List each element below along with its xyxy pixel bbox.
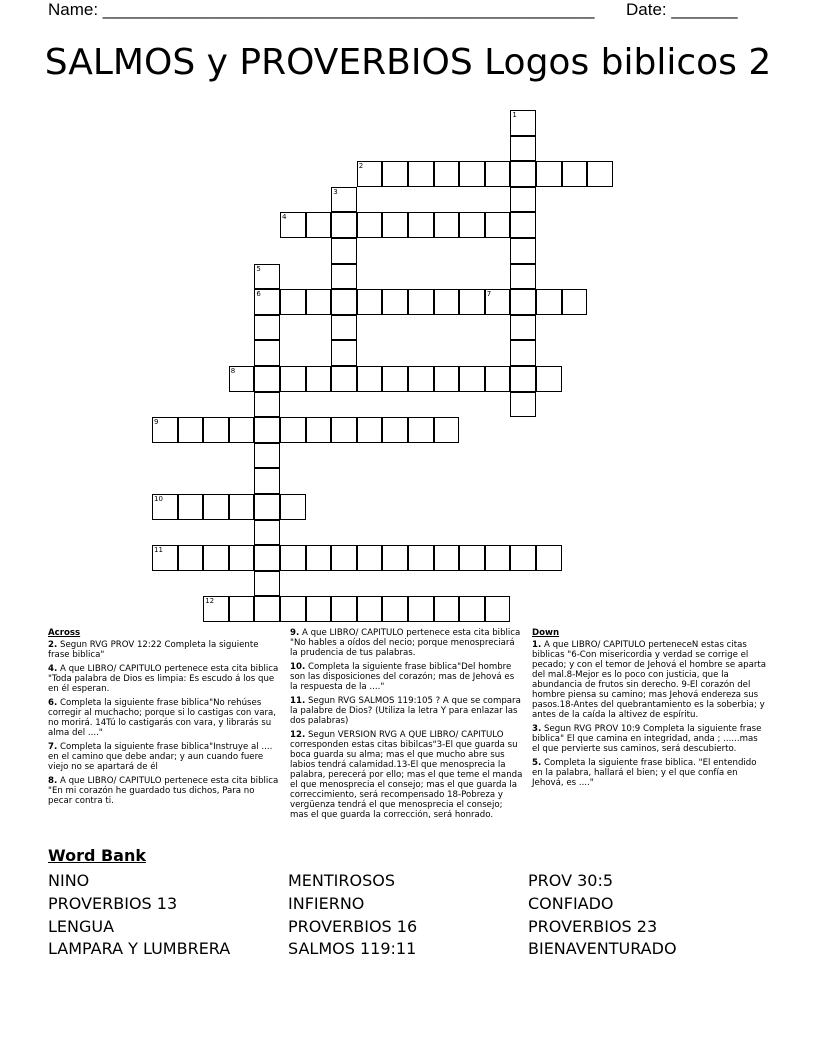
crossword-cell[interactable] [254, 520, 280, 546]
crossword-cell[interactable] [357, 545, 383, 571]
crossword-cell[interactable] [485, 161, 511, 187]
crossword-cell[interactable] [510, 161, 536, 187]
clue-number: 8 [230, 367, 236, 375]
crossword-cell[interactable] [408, 161, 434, 187]
clue-across-4: 4. A que LIBRO/ CAPITULO pertenece esta cita biblica "Toda palabra de Dios es limpia: Es escudo á los que en él esperan. [48, 664, 279, 694]
crossword-cell[interactable] [510, 315, 536, 341]
crossword-cell[interactable] [254, 468, 280, 494]
word-bank [48, 846, 768, 959]
word-bank-word: MENTIROSOS [288, 871, 395, 890]
clue-number: 2 [358, 162, 364, 171]
word-bank-word: LAMPARA Y LUMBRERA [48, 939, 231, 959]
word-bank-word: CONFIADO [528, 893, 614, 913]
crossword-cell[interactable] [280, 366, 306, 392]
crossword-cell[interactable] [485, 212, 511, 238]
clue-across-8: 8. A que LIBRO/ CAPITULO pertenece esta cita biblica "En mi corazón he guardado tus dichos, Para no pecar contra ti. [48, 776, 279, 806]
crossword-cell[interactable] [331, 340, 357, 366]
clue-number: 3 [333, 187, 338, 196]
crossword-cell[interactable] [229, 366, 255, 392]
crossword-cell[interactable] [485, 366, 511, 392]
crossword-cell[interactable] [331, 238, 357, 264]
crossword-cell[interactable] [280, 289, 306, 315]
word-bank-column [528, 870, 768, 961]
word-bank-word: NINO [48, 871, 90, 890]
down-clues [532, 628, 768, 792]
crossword-cell[interactable] [254, 596, 280, 622]
crossword-cell[interactable] [536, 289, 562, 315]
crossword-cell[interactable] [229, 417, 255, 443]
clue-number: 1 [512, 111, 517, 119]
crossword-cell[interactable] [459, 545, 485, 571]
crossword-cell[interactable] [536, 161, 562, 187]
crossword-cell[interactable] [434, 366, 460, 392]
crossword-cell[interactable] [203, 545, 229, 571]
word-bank-column [288, 870, 528, 961]
crossword-cell[interactable] [280, 417, 306, 443]
clue-number: 9 [154, 418, 159, 427]
crossword-cell[interactable] [331, 187, 357, 213]
crossword-cell[interactable] [587, 161, 613, 187]
crossword-cell[interactable] [408, 545, 434, 571]
crossword-cell[interactable] [306, 596, 332, 622]
crossword-cell[interactable] [408, 417, 434, 443]
crossword-cell[interactable] [382, 289, 408, 315]
crossword-cell[interactable] [152, 545, 178, 571]
crossword-cell[interactable] [254, 340, 280, 366]
crossword-cell[interactable] [510, 110, 536, 136]
crossword-cell[interactable] [382, 212, 408, 238]
word-bank-word: PROVERBIOS 13 [48, 893, 178, 913]
crossword-cell[interactable] [382, 545, 408, 571]
crossword-cell[interactable] [382, 596, 408, 622]
crossword-cell[interactable] [485, 596, 511, 622]
crossword-cell[interactable] [306, 366, 332, 392]
crossword-cell[interactable] [331, 289, 357, 315]
crossword-cell[interactable] [510, 545, 536, 571]
crossword-cell[interactable] [254, 494, 280, 520]
crossword-cell[interactable] [434, 161, 460, 187]
crossword-cell[interactable] [562, 161, 588, 187]
clue-number: 11 [154, 546, 163, 555]
crossword-cell[interactable] [382, 161, 408, 187]
word-bank-word: BIENAVENTURADO [528, 939, 677, 959]
across-clues-col1 [48, 628, 281, 810]
date-field[interactable]: Date: _______ [626, 0, 738, 19]
crossword-cell[interactable] [331, 417, 357, 443]
crossword-cell[interactable] [306, 545, 332, 571]
crossword-cell[interactable] [510, 289, 536, 315]
crossword-cell[interactable] [408, 596, 434, 622]
page-title: SALMOS y PROVERBIOS Logos biblicos 2 [44, 42, 772, 83]
crossword-cell[interactable] [331, 264, 357, 290]
crossword-cell[interactable] [536, 545, 562, 571]
crossword-cell[interactable] [203, 494, 229, 520]
crossword-cell[interactable] [434, 212, 460, 238]
crossword-cell[interactable] [152, 494, 178, 520]
clue-number: 7 [486, 290, 492, 299]
clue-down-5: 5. Completa la siguiente frase biblica. "El entendido en la palabra, hallará el bien; y el que confía en Jehová, es ...." [532, 758, 757, 788]
clue-down-1: 1. A que LIBRO/ CAPITULO perteneceN estas citas biblicas "6-Con misericordia y verdad se corrige el pecado; y con el temor de Jehová el hombre se aparta del mal.8-Mejor es lo poco con justicia, que la abundancia de frutos sin derecho. 9-El corazón del hombre piensa su camino; mas Jehová endereza sus pasos.18-Antes del quebrantamiento es la soberbia; y antes de la caída la altivez de espíritu. [532, 640, 767, 720]
crossword-cell[interactable] [357, 417, 383, 443]
word-bank-word: PROVERBIOS 23 [528, 916, 658, 936]
crossword-cell[interactable] [408, 212, 434, 238]
crossword-cell[interactable] [510, 264, 536, 290]
crossword-cell[interactable] [280, 212, 306, 238]
crossword-cell[interactable] [178, 417, 204, 443]
crossword-cell[interactable] [254, 571, 280, 597]
crossword-cell[interactable] [562, 289, 588, 315]
crossword-cell[interactable] [459, 212, 485, 238]
crossword-cell[interactable] [510, 238, 536, 264]
crossword-cell[interactable] [331, 366, 357, 392]
crossword-cell[interactable] [331, 315, 357, 341]
word-bank-word: SALMOS 119:11 [288, 939, 417, 959]
clue-number: 4 [282, 213, 287, 222]
crossword-cell[interactable] [510, 392, 536, 418]
crossword-cell[interactable] [459, 161, 485, 187]
clue-across-12: 12. Segun VERSION RVG A QUE LIBRO/ CAPITULO corresponden estas citas bibilcas"3-El que guarda su boca guarda su alma; mas el que mucho abre sus labios tendrá calamidad.13-El que menosprecia la palabra, perecerá por ello; mas el que teme el manda el que menosprecia el consejo; mas el que guarda la correccimiento, será recompensado 18-Pobreza y vergüenza tendrá el que menosprecia el consejo; mas el que guarda la corrección, será honrado. [290, 730, 523, 820]
clue-down-3: 3. Segun RVG PROV 10:9 Completa la siguiente frase biblica" El que camina en integridad, anda ; ......mas el que pervierte sus caminos, será descubierto. [532, 724, 762, 754]
crossword-cell[interactable] [459, 366, 485, 392]
crossword-cell[interactable] [408, 366, 434, 392]
word-bank-word: LENGUA [48, 916, 115, 936]
crossword-cell[interactable] [434, 289, 460, 315]
crossword-cell[interactable] [510, 340, 536, 366]
crossword-cell[interactable] [254, 417, 280, 443]
crossword-cell[interactable] [254, 264, 280, 290]
crossword-cell[interactable] [510, 136, 536, 162]
crossword-cell[interactable] [510, 187, 536, 213]
clue-across-9: 9. A que LIBRO/ CAPITULO pertenece esta cita biblica "No hables a oídos del necio; porque menospreciará la prudencia de tus palabras. [290, 628, 521, 658]
clue-number: 5 [256, 264, 261, 273]
clue-across-2: 2. Segun RVG PROV 12:22 Completa la siguiente frase biblica" [48, 640, 259, 660]
word-bank-word: PROVERBIOS 16 [288, 916, 418, 936]
crossword-cell[interactable] [254, 289, 280, 315]
crossword-cell[interactable] [485, 289, 511, 315]
clue-across-6: 6. Completa la siguiente frase biblica"No rehúses corregir al muchacho; porque si lo castigas con vara, no morirá. 14Tú lo castigarás con vara, y librarás su alma del ...." [48, 698, 276, 738]
across-heading: Across [48, 628, 81, 638]
crossword-cell[interactable] [485, 545, 511, 571]
crossword-cell[interactable] [254, 315, 280, 341]
down-heading: Down [532, 628, 560, 638]
clue-number: 12 [205, 597, 215, 606]
crossword-cell[interactable] [510, 366, 536, 392]
crossword-cell[interactable] [203, 596, 229, 622]
crossword-cell[interactable] [229, 545, 255, 571]
across-clues-col2 [290, 628, 523, 824]
crossword-cell[interactable] [254, 366, 280, 392]
crossword-cell[interactable] [434, 596, 460, 622]
word-bank-word: INFIERNO [288, 893, 365, 913]
word-bank-word: PROV 30:5 [528, 871, 614, 890]
crossword-cell[interactable] [331, 596, 357, 622]
clue-across-10: 10. Completa la siguiente frase biblica"Del hombre son las disposiciones del corazón; mas de Jehová es la respuesta de la ...." [290, 662, 515, 692]
clue-number: 6 [256, 290, 261, 299]
crossword-cell[interactable] [357, 161, 383, 187]
crossword-cell[interactable] [178, 494, 204, 520]
crossword-cell[interactable] [536, 366, 562, 392]
word-bank-column [48, 870, 288, 961]
crossword-cell[interactable] [306, 212, 332, 238]
crossword-cell[interactable] [408, 289, 434, 315]
clue-number: 10 [154, 495, 163, 503]
crossword-cell[interactable] [280, 596, 306, 622]
crossword-cell[interactable] [382, 366, 408, 392]
word-bank-title: Word Bank [48, 846, 147, 865]
crossword-cell[interactable] [254, 545, 280, 571]
clue-across-11: 11. Segun RVG SALMOS 119:105 ? A que se compara la palabre de Dios? (Utiliza la letra Y para enlazar las dos palabras) [290, 696, 521, 726]
crossword-cell[interactable] [357, 289, 383, 315]
crossword-cell[interactable] [229, 596, 255, 622]
crossword-cell[interactable] [510, 212, 536, 238]
crossword-cell[interactable] [434, 545, 460, 571]
crossword-cell[interactable] [280, 494, 306, 520]
crossword-cell[interactable] [306, 417, 332, 443]
crossword-cell[interactable] [254, 392, 280, 418]
crossword-cell[interactable] [357, 212, 383, 238]
crossword-cell[interactable] [229, 494, 255, 520]
crossword-cell[interactable] [434, 417, 460, 443]
crossword-cell[interactable] [152, 417, 178, 443]
crossword-cell[interactable] [280, 545, 306, 571]
crossword-cell[interactable] [357, 596, 383, 622]
crossword-cell[interactable] [178, 545, 204, 571]
clue-across-7: 7. Completa la siguiente frase biblica"Instruye al .... en el camino que debe andar; y aun cuando fuere viejo no se apartará de él [48, 742, 273, 772]
crossword-cell[interactable] [459, 596, 485, 622]
crossword-cell[interactable] [382, 417, 408, 443]
crossword-cell[interactable] [306, 289, 332, 315]
crossword-cell[interactable] [203, 417, 229, 443]
crossword-cell[interactable] [331, 545, 357, 571]
crossword-cell[interactable] [459, 289, 485, 315]
name-field[interactable]: Name: ____________________________________________________ [48, 0, 595, 19]
crossword-cell[interactable] [357, 366, 383, 392]
crossword-cell[interactable] [254, 443, 280, 469]
crossword-cell[interactable] [331, 212, 357, 238]
